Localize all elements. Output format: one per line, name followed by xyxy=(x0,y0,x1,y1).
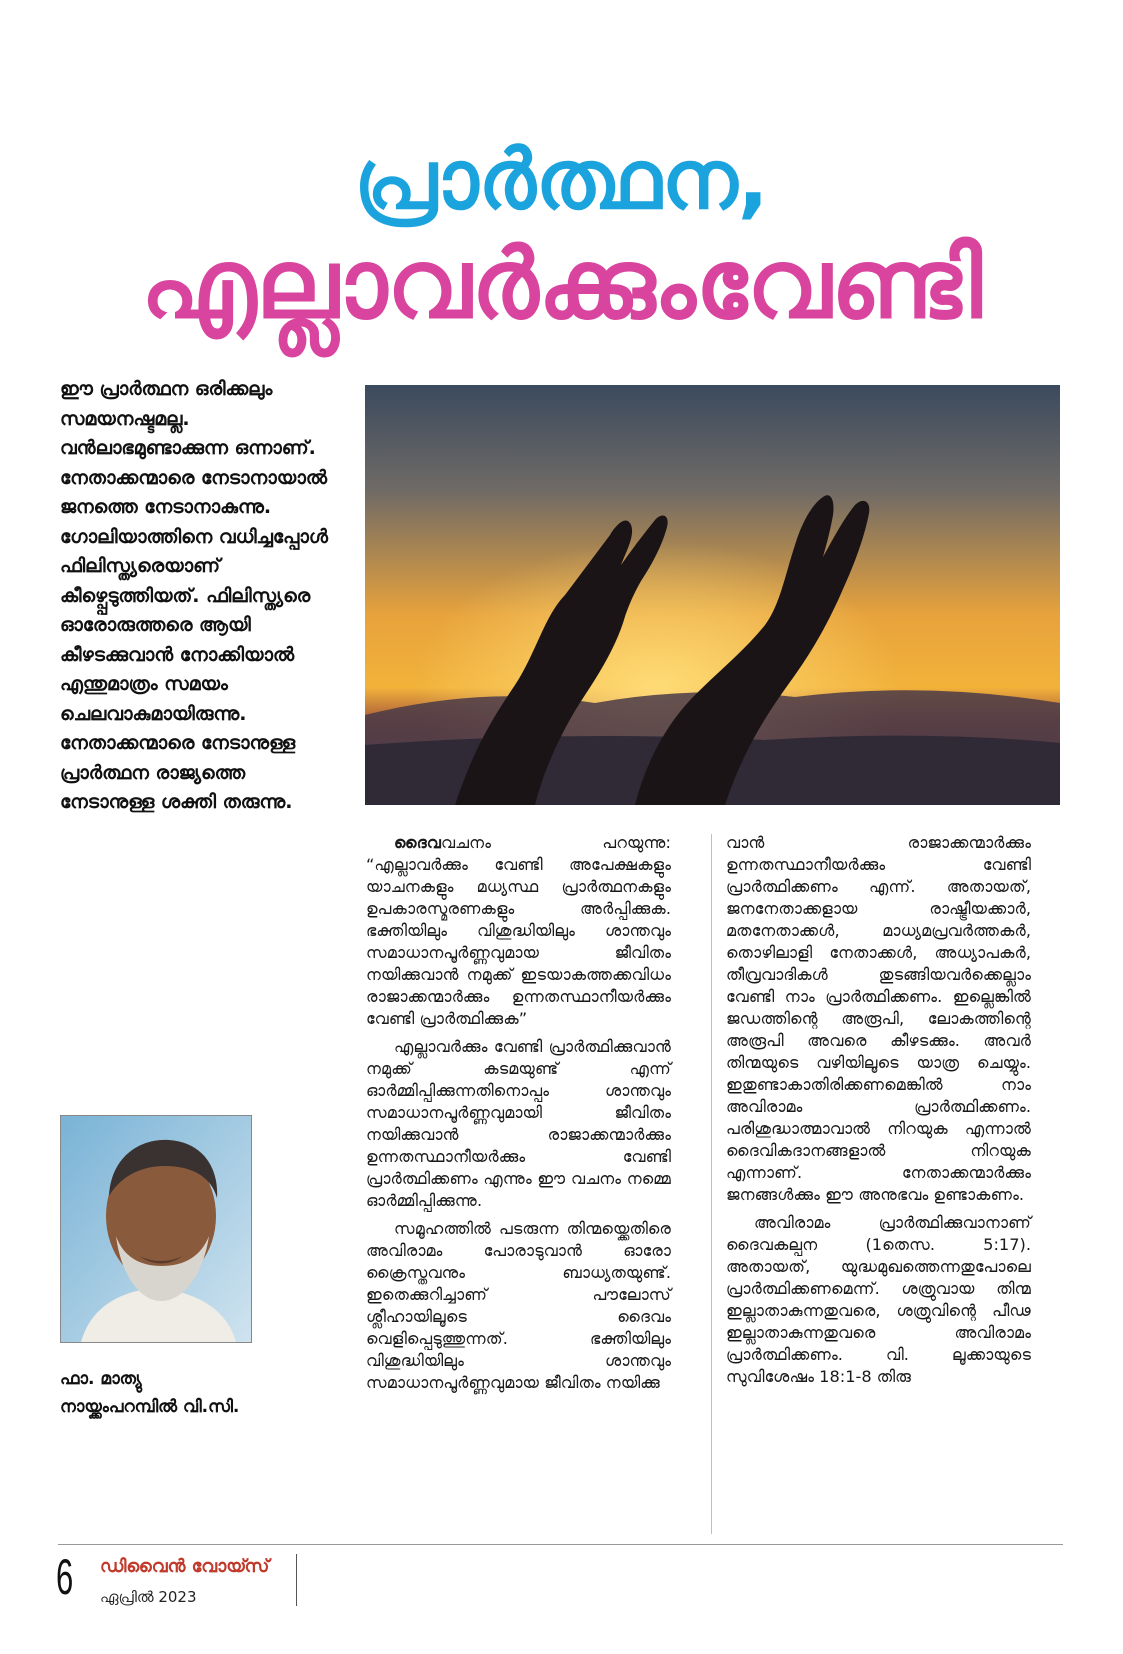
article-paragraph-3: സമൂഹത്തിൽ പടരുന്ന തിന്മയ്ക്കെതിരെ അവിരാമം പോരാടുവാൻ ഓരോ ക്രൈസ്തവനും ബാധ്യതയുണ്ട്. ഇതെക്കുറിച്ചാണ് പൗലോസ് ശ്ലീഹായിലൂടെ ദൈവം വെളിപ്പെടുത്തുന്നത്. ഭക്തിയിലും വിശുദ്ധിയിലും ശാന്തവും സമാധാനപൂർണ്ണവുമായ ജീവിതം നയിക്കു xyxy=(366,1219,671,1392)
article-paragraph-5: അവിരാമം പ്രാർത്ഥിക്കുവാനാണ് ദൈവകല്പന (1തെസ. 5:17). അതായത്, യുദ്ധമുഖത്തെന്നതുപോലെ പ്രാർത്ഥിക്കണമെന്ന്. ശത്രുവായ തിന്മ ഇല്ലാതാകുന്നതുവരെ, ശത്രുവിന്റെ പീഢ ഇല്ലാതാകുന്നതുവരെ അവിരാമം പ്രാർത്ഥിക്കണം. വി. ലൂക്കായുടെ സുവിശേഷം 18:1-8 തിരു xyxy=(726,1213,1031,1386)
article-column-2 xyxy=(726,832,1031,1394)
magazine-name: ഡിവൈൻ വോയ്സ് xyxy=(100,1556,270,1577)
author-caption-line-1: ഫാ. മാത്യു xyxy=(60,1369,142,1389)
article-title-line-2: എല്ലാവർക്കുംവേണ്ടി xyxy=(140,228,983,340)
author-photo xyxy=(60,1115,252,1343)
paragraph-1-text: വചനം പറയുന്നു: “എല്ലാവർക്കും വേണ്ടി അപേക്ഷകളും യാചനകളും മധ്യസ്ഥ പ്രാർത്ഥനകളും ഉപകാരസ്മരണകളും അർപ്പിക്കുക. ഭക്തിയിലും വിശുദ്ധിയിലും ശാന്തവും സമാധാനപൂർണ്ണവുമായ ജീവിതം നയിക്കുവാൻ നമുക്ക് ഇടയാകത്തക്കവിധം രാജാക്കന്മാർക്കും ഉന്നതസ്ഥാനീയർക്കും വേണ്ടി പ്രാർത്ഥിക്കുക” xyxy=(366,833,671,1028)
issue-date: ഏപ്രിൽ 2023 xyxy=(100,1588,197,1606)
author-caption xyxy=(60,1365,360,1421)
article-column-1 xyxy=(366,832,671,1400)
page-number: 6 xyxy=(56,1549,74,1605)
article-paragraph-4: വാൻ രാജാക്കന്മാർക്കും ഉന്നതസ്ഥാനീയർക്കും വേണ്ടി പ്രാർത്ഥിക്കണം എന്ന്. അതായത്, ജനനേതാക്കളായ രാഷ്ട്രീയക്കാർ, മതനേതാക്കൾ, മാധ്യമപ്രവർത്തകർ, തൊഴിലാളി നേതാക്കൾ, അധ്യാപകർ, തീവ്രവാദികൾ തുടങ്ങിയവർക്കെല്ലാം വേണ്ടി നാം പ്രാർത്ഥിക്കണം. ഇല്ലെങ്കിൽ ജഡത്തിന്റെ അരൂപി, ലോകത്തിന്റെ അരൂപി അവരെ കീഴടക്കും. അവർ തിന്മയുടെ വഴിയിലൂടെ യാത്ര ചെയ്യും. ഇതുണ്ടാകാതിരിക്കണമെങ്കിൽ നാം അവിരാമം പ്രാർത്ഥിക്കണം. പരിശുദ്ധാത്മാവാൽ നിറയുക എന്നാൽ ദൈവികദാനങ്ങളാൽ നിറയുക എന്നാണ്. നേതാക്കന്മാർക്കും ജനങ്ങൾക്കും ഈ അനുഭവം ഉണ്ടാകണം. xyxy=(726,833,1031,1204)
paragraph-lead-word: ദൈവ xyxy=(394,833,441,852)
footer-rule xyxy=(58,1544,1063,1545)
footer-divider xyxy=(296,1554,297,1606)
article-paragraph-2: എല്ലാവർക്കും വേണ്ടി പ്രാർത്ഥിക്കുവാൻ നമുക്ക് കടമയുണ്ട് എന്ന് ഓർമ്മിപ്പിക്കുന്നതിനൊപ്പം ശാന്തവും സമാധാനപൂർണ്ണവുമായി ജീവിതം നയിക്കുവാൻ രാജാക്കന്മാർക്കും ഉന്നതസ്ഥാനീയർക്കും വേണ്ടി പ്രാർത്ഥിക്കണം എന്നും ഈ വചനം നമ്മെ ഓർമ്മിപ്പിക്കുന്നു. xyxy=(366,1037,671,1210)
article-title-line-1: പ്രാർത്ഥന, xyxy=(354,133,769,228)
article-paragraph-1 xyxy=(366,832,671,1030)
pull-quote: ഈ പ്രാർത്ഥന ഒരിക്കലും സമയനഷ്ടമല്ല. വൻലാഭമുണ്ടാക്കുന്ന ഒന്നാണ്. നേതാക്കന്മാരെ നേടാനായാൽ ജനത്തെ നേടാനാകുന്നു. ഗോലിയാത്തിനെ വധിച്ചപ്പോൾ ഫിലിസ്ത്യരെയാണ് കീഴ്പ്പെടുത്തിയത്. ഫിലിസ്ത്യരെ ഓരോരുത്തരെ ആയി കീഴടക്കുവാൻ നോക്കിയാൽ എന്തുമാത്രം സമയം ചെലവാകുമായിരുന്നു. നേതാക്കന്മാരെ നേടാനുള്ള പ്രാർത്ഥന രാജ്യത്തെ നേടാനുള്ള ശക്തി തരുന്നു. xyxy=(60,378,328,813)
author-caption-line-2: നായ്ക്കംപറമ്പിൽ വി.സി. xyxy=(60,1397,240,1417)
praying-hands-photo xyxy=(365,385,1060,805)
column-divider xyxy=(711,834,712,1534)
